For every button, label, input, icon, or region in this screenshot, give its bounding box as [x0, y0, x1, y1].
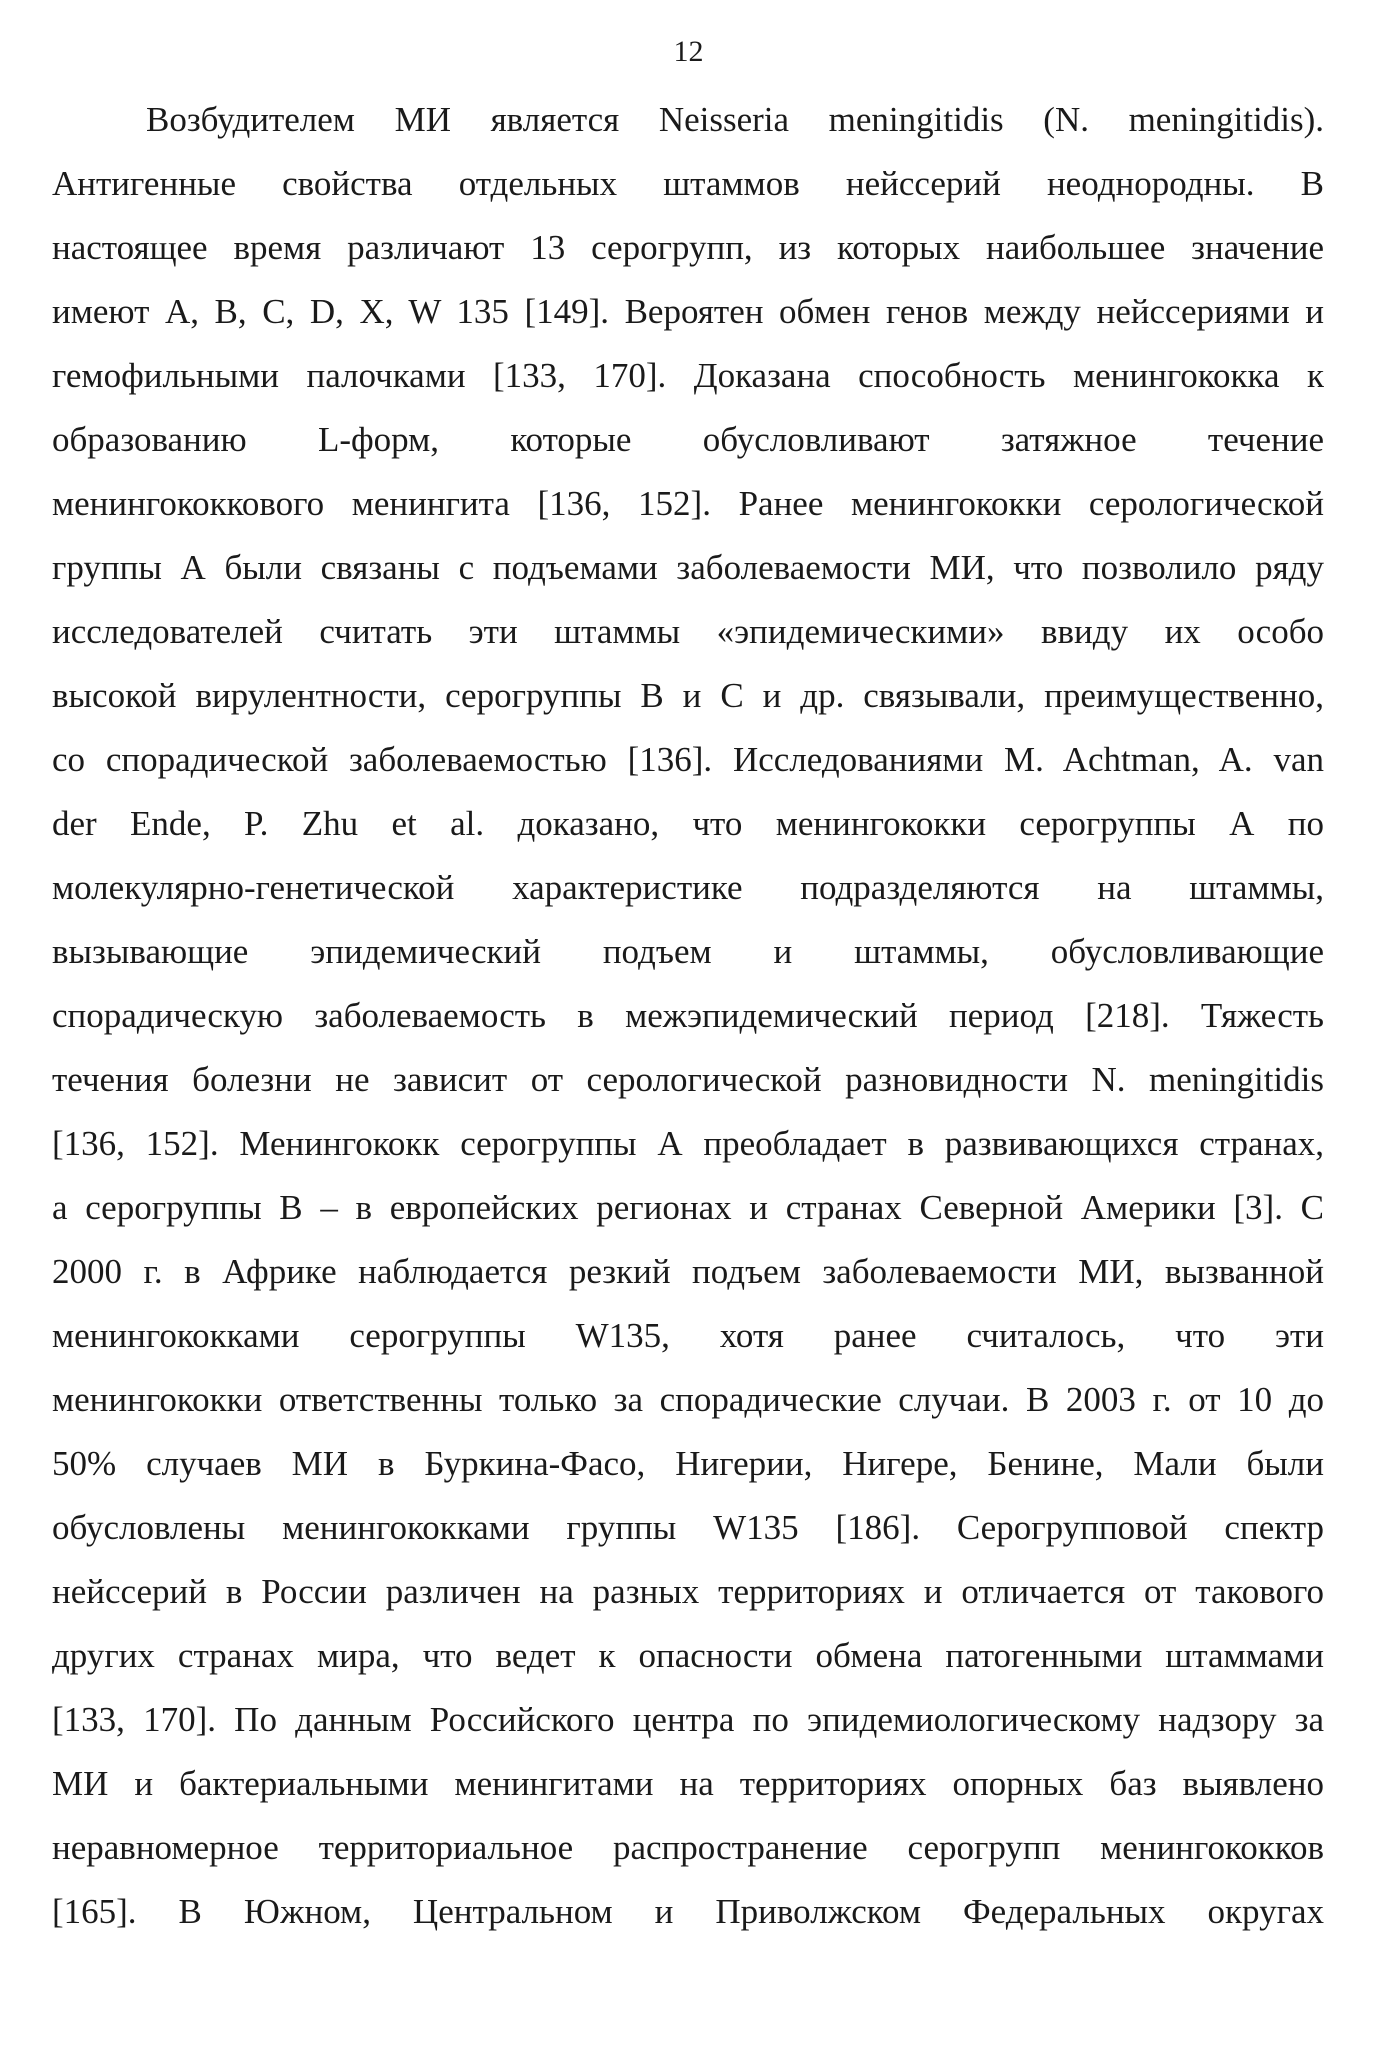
text-line: со спорадической заболеваемостью [136]. Исследованиями M. Achtman, A. van [52, 740, 1324, 779]
text-line: [165]. В Южном, Центральном и Приволжском Федеральных округах [52, 1892, 1324, 1931]
text-line: образованию L-форм, которые обусловливают затяжное течение [52, 420, 1324, 459]
text-line: неравномерное территориальное распространение серогрупп менингококков [52, 1828, 1324, 1867]
text-line: [133, 170]. По данным Российского центра по эпидемиологическому надзору за [52, 1700, 1324, 1739]
text-line: [136, 152]. Менингококк серогруппы А преобладает в развивающихся странах, [52, 1124, 1324, 1163]
text-line: гемофильными палочками [133, 170]. Доказана способность менингококка к [52, 356, 1324, 395]
text-line: а серогруппы В – в европейских регионах и странах Северной Америки [3]. С [52, 1188, 1324, 1227]
text-line: исследователей считать эти штаммы «эпидемическими» ввиду их особо [52, 612, 1324, 651]
text-line: МИ и бактериальными менингитами на территориях опорных баз выявлено [52, 1764, 1324, 1803]
text-line: высокой вирулентности, серогруппы В и С и др. связывали, преимущественно, [52, 676, 1324, 715]
text-line: 50% случаев МИ в Буркина-Фасо, Нигерии, Нигере, Бенине, Мали были [52, 1444, 1324, 1483]
text-line: Возбудителем МИ является Neisseria meningitidis (N. meningitidis). [146, 100, 1324, 139]
text-line: настоящее время различают 13 серогрупп, из которых наибольшее значение [52, 228, 1324, 267]
text-line: менингококки ответственны только за спорадические случаи. В 2003 г. от 10 до [52, 1380, 1324, 1419]
text-line: Антигенные свойства отдельных штаммов нейссерий неоднородны. В [52, 164, 1324, 203]
text-line: менингококками серогруппы W135, хотя ранее считалось, что эти [52, 1316, 1324, 1355]
text-line: молекулярно-генетической характеристике подразделяются на штаммы, [52, 868, 1324, 907]
text-line: течения болезни не зависит от серологической разновидности N. meningitidis [52, 1060, 1324, 1099]
text-line: обусловлены менингококками группы W135 [186]. Серогрупповой спектр [52, 1508, 1324, 1547]
text-line: нейссерий в России различен на разных территориях и отличается от такового [52, 1572, 1324, 1611]
text-line: вызывающие эпидемический подъем и штаммы, обусловливающие [52, 932, 1324, 971]
body-paragraph [52, 88, 1324, 1944]
text-line: менингококкового менингита [136, 152]. Ранее менингококки серологической [52, 484, 1324, 523]
text-line: der Ende, P. Zhu et al. доказано, что менингококки серогруппы А по [52, 804, 1324, 843]
text-line: имеют A, B, C, D, X, W 135 [149]. Вероятен обмен генов между нейссериями и [52, 292, 1324, 331]
text-line: группы А были связаны с подъемами заболеваемости МИ, что позволило ряду [52, 548, 1324, 587]
text-line: 2000 г. в Африке наблюдается резкий подъем заболеваемости МИ, вызванной [52, 1252, 1324, 1291]
page-number: 12 [673, 35, 704, 68]
text-line: других странах мира, что ведет к опасности обмена патогенными штаммами [52, 1636, 1324, 1675]
text-line: спорадическую заболеваемость в межэпидемический период [218]. Тяжесть [52, 996, 1324, 1035]
